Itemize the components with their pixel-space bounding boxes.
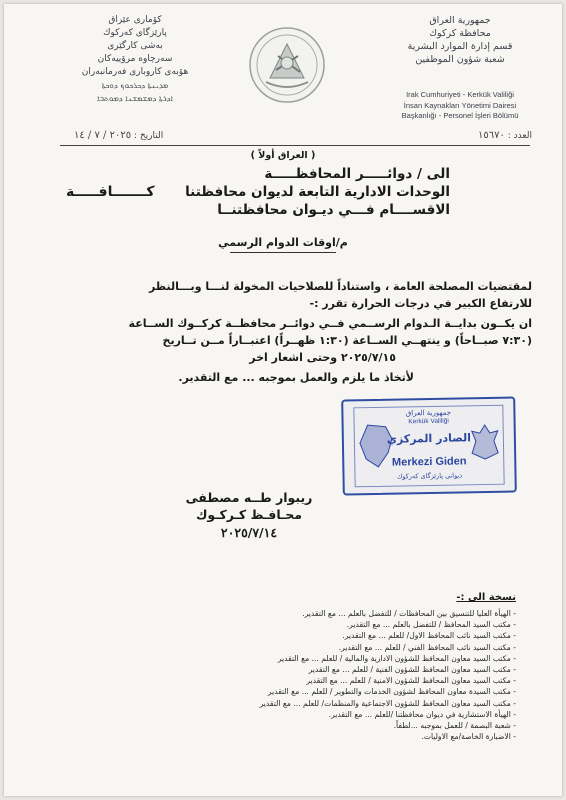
list-item: - شعبة البصمة / للعمل بموجبه ...لطفاً. (393, 721, 516, 731)
body-line-2: للارتفاع الكبير في درجات الحرارة تقرر :- (309, 297, 532, 310)
stamp-line-1: جمهورية العراق (405, 408, 452, 418)
stamp-line-4: Merkezi Giden (391, 455, 467, 469)
header-right-turkish: Irak Cumhuriyeti - Kerkük Valiliği (406, 90, 514, 99)
ref-date-value: ٢٠٢٥ / ٧ / ١٤ (74, 130, 132, 141)
signature-date: ٢٠٢٥/٧/١٤ (220, 525, 278, 540)
subject: م/اوقات الدوام الرسمي (218, 236, 348, 249)
header-right-line: شعبة شؤون الموظفين (415, 54, 505, 65)
stamp-line-3: الصادر المركزي (386, 431, 472, 446)
addressee-line-1: الى / دوائـــــر المحافظـــــة (264, 166, 450, 182)
central-outgoing-stamp (341, 396, 517, 495)
list-item: - مكتب السيد معاون المحافظ للشؤون الاجتماعية والمنظمات/ للعلم ... مع التقدير (259, 698, 516, 708)
list-item: - مكتب السيد معاون المحافظ للشؤون الفنية / للعلم ... مع التقدير (308, 665, 516, 675)
signatory-title: محـافـظ كـركـوك (195, 507, 303, 522)
header-left-line: ܡܕܝܢܬܐ ܕܟܪܟܘܟ ܕܘܟܬܐ (101, 81, 169, 90)
header-left-line: بەشی كارگێری (107, 41, 163, 51)
body-line-1: لمقتضيات المصلحة العامة ، واستناداً للصلاحيات المخولة لنـــا وبـــالنظر (148, 280, 532, 293)
reference-date (74, 130, 163, 141)
header-left-line: ܐܕܪܬܐ ܕܡܫܡܫܢܐ ܕܡܘܬܒܐ (97, 94, 173, 103)
body-line-6: لأتخاذ ما يلزم والعمل بموجبه ... مع التقدير. (178, 371, 414, 384)
ref-number-value: ١٥٦٧٠ (478, 130, 505, 141)
list-item: - مكتب السيد المحافظ / للتفضل بالعلم ... مع التقدير. (346, 620, 516, 630)
list-item: - الهيأة الاستشارية في ديوان محافظتنا /للعلم ... مع التقدير. (328, 709, 516, 719)
ref-number-label: العدد : (507, 131, 532, 141)
header-left-line: پارێزگای كەركوك (103, 28, 167, 38)
header-right-line: جمهورية العراق (429, 15, 491, 26)
governorate-seal-icon (248, 26, 326, 104)
header-right-turkish: İnsan Kaynakları Yönetimi Dairesi (403, 100, 517, 110)
addressee-all: كـــــــافـــــة (66, 184, 155, 200)
stamp-line-5: دیوانی پارێزگای كەركوك (396, 471, 463, 481)
addressee-line-3: الاقســــام فـــي ديـوان محافظتنــا (217, 202, 450, 218)
header-left (70, 14, 200, 105)
stamp-line-2: Kerkük Valiliği (408, 417, 449, 426)
list-item: - مكتب السيد نائب المحافظ الفني / للعلم ... مع التقدير. (338, 642, 516, 652)
signatory-name: ريبوار طــه مصطفى (185, 490, 313, 505)
header-left-line: كۆماری عێراق (108, 15, 162, 25)
addressee-line-2: الوحدات الادارية التابعة لديوان محافظتنا (185, 184, 450, 200)
list-item: - الاضبارة الخاصة/مع الاوليات. (421, 732, 516, 742)
list-item: - مكتب السيد معاون المحافظ للشؤون الادارية والمالية / للعلم ... مع التقدير (277, 653, 516, 663)
header-right (380, 14, 540, 122)
header-right-line: قسم إدارة الموارد البشرية (407, 41, 513, 52)
list-item: - مكتب السيد معاون المحافظ للشؤون الامنية / للعلم ... مع التقدير (306, 676, 516, 686)
body-line-3: ان يكــون بدايــة الـدوام الرســمي فــي دوائــر محافظــة كركــوك الســاعة (128, 317, 532, 330)
header-left-line: سەرچاوە مرۆییەكان (97, 54, 173, 64)
header-right-turkish: Başkanlığı - Personel İşleri Bölümü (401, 111, 519, 120)
ref-date-label: التاريخ : (133, 131, 164, 141)
document-page (4, 4, 562, 796)
header-right-line: محافظة كركوك (429, 28, 491, 39)
list-item: - مكتب السيدة معاون المحافظ لشؤون الخدمات والتطوير / للعلم ... مع التقدير (267, 687, 516, 697)
header-divider (60, 145, 530, 146)
body-line-4: (٧:٣٠ صبــاحاً) و ينتهــي الســاعة (١:٣٠ ظهــراً) اعتبــاراً مــن تــاريخ (162, 334, 532, 347)
header-left-line: هۆبەی كاروباری فەرمانبەران (81, 67, 189, 77)
reference-number (478, 130, 532, 141)
body-line-5: ٢٠٢٥/٧/١٥ وحتى اشعار اخر (249, 351, 396, 364)
copies-title: نسخة الى :- (456, 592, 516, 603)
subject-underline (230, 252, 336, 253)
motto: ( العراق أولاً ) (250, 150, 316, 161)
list-item: - مكتب السيد نائب المحافظ الاول/ للعلم ... مع التقدير. (342, 631, 516, 641)
copies-list (76, 608, 516, 742)
list-item: - الهيأة العليا للتنسيق بين المحافظات / للتفضل بالعلم ... مع التقدير. (302, 609, 516, 618)
